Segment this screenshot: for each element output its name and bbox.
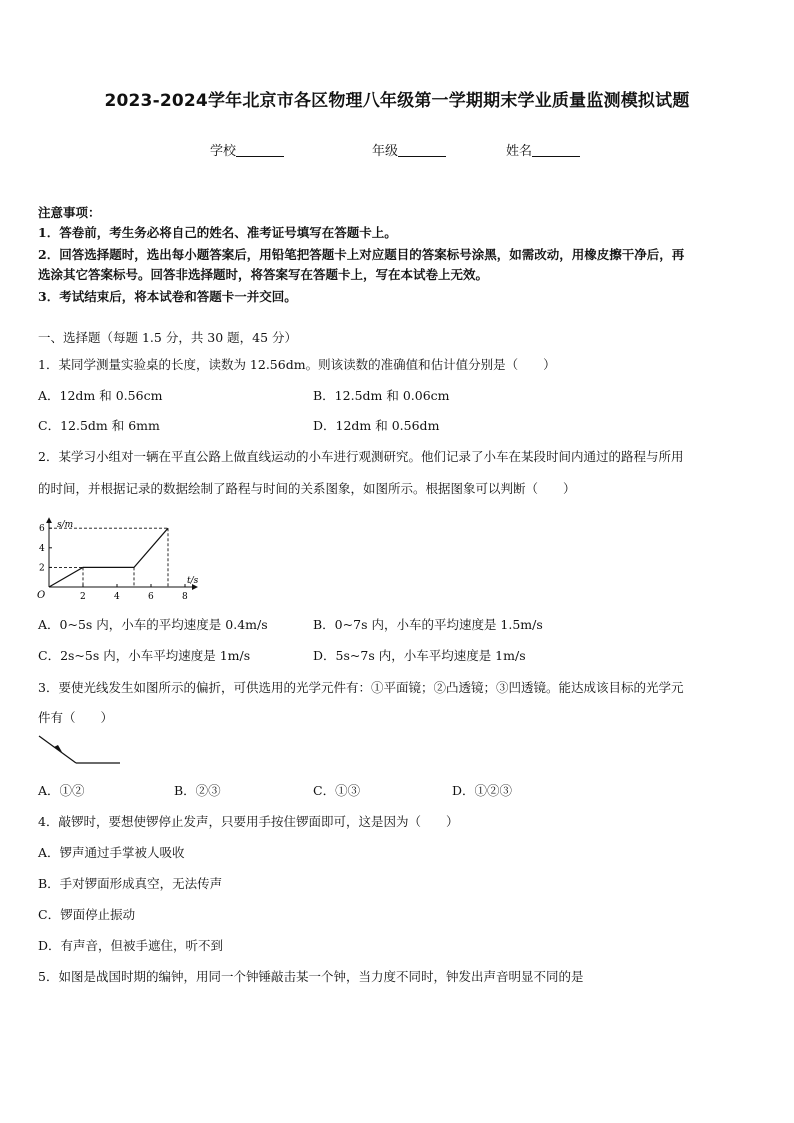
q4-option-c[interactable]: C．锣面停止振动 — [38, 907, 136, 922]
school-field — [210, 140, 284, 159]
question-1-stem: 1．某同学测量实验桌的长度，读数为 12.56dm。则该读数的准确值和估计值分别是（ ） — [38, 357, 556, 372]
q1-option-a[interactable]: A．12dm 和 0.56cm — [38, 388, 163, 403]
grade-blank[interactable] — [398, 142, 446, 157]
name-field — [506, 140, 580, 159]
page-title: 2023-2024学年北京市各区物理八年级第一学期期末学业质量监测模拟试题 — [104, 91, 690, 111]
series-line — [49, 528, 168, 587]
grade-label: 年级 — [372, 144, 399, 159]
notice-item: 2．回答选择题时，选出每小题答案后，用铅笔把答题卡上对应题目的答案标号涂黑，如需改动，用橡皮擦干净后，再 — [38, 247, 685, 262]
name-label: 姓名 — [506, 144, 533, 159]
q3-option-d[interactable]: D．①②③ — [452, 783, 513, 798]
question-2-stem: 2．某学习小组对一辆在平直公路上做直线运动的小车进行观测研究。他们记录了小车在某段时间内通过的路程与所用 — [38, 449, 684, 464]
y-axis-label: s/m — [57, 520, 74, 531]
q3-option-c[interactable]: C．①③ — [313, 783, 361, 798]
notice-item: 1．答卷前，考生务必将自己的姓名、准考证号填写在答题卡上。 — [38, 225, 397, 240]
notice-item: 3．考试结束后，将本试卷和答题卡一并交回。 — [38, 289, 297, 304]
distance-time-chart — [32, 507, 212, 602]
y-tick-label: 4 — [39, 543, 45, 554]
q4-option-a[interactable]: A．锣声通过手掌被人吸收 — [38, 845, 185, 860]
notice-heading: 注意事项： — [38, 205, 101, 220]
q3-option-a[interactable]: A．①② — [38, 783, 85, 798]
q4-option-d[interactable]: D．有声音，但被手遮住，听不到 — [38, 938, 224, 953]
question-2-stem: 的时间，并根据记录的数据绘制了路程与时间的关系图象，如图所示。根据图象可以判断（ ） — [38, 481, 576, 496]
question-3-stem: 件有（ ） — [38, 710, 114, 725]
x-tick-label: 8 — [182, 592, 188, 602]
school-label: 学校 — [210, 144, 237, 159]
x-tick-label: 6 — [148, 592, 154, 602]
q2-option-c[interactable]: C．2s~5s 内，小车平均速度是 1m/s — [38, 648, 251, 663]
x-axis-label: t/s — [187, 576, 199, 586]
question-3-stem: 3．要使光线发生如图所示的偏折，可供选用的光学元件有：①平面镜；②凸透镜；③凹透镜。能达成该目标的光学元 — [38, 680, 684, 695]
name-blank[interactable] — [532, 142, 580, 157]
y-tick-label: 6 — [39, 524, 45, 535]
q1-option-d[interactable]: D．12dm 和 0.56dm — [313, 418, 440, 433]
origin-label: O — [37, 590, 46, 601]
notice-item: 选涂其它答案标号。回答非选择题时，将答案写在答题卡上，写在本试卷上无效。 — [38, 267, 489, 282]
q2-option-d[interactable]: D．5s~7s 内，小车平均速度是 1m/s — [313, 648, 526, 663]
grade-field — [372, 140, 446, 159]
q3-option-b[interactable]: B．②③ — [174, 783, 221, 798]
question-5-stem: 5．如图是战国时期的编钟，用同一个钟锤敲击某一个钟，当力度不同时，钟发出声音明显不同的是 — [38, 969, 584, 984]
y-tick-label: 2 — [39, 563, 45, 574]
q4-option-b[interactable]: B．手对锣面形成真空，无法传声 — [38, 876, 223, 891]
x-tick-label: 2 — [80, 592, 86, 602]
x-tick-label: 4 — [114, 592, 120, 602]
q1-option-c[interactable]: C．12.5dm 和 6mm — [38, 418, 160, 433]
q2-option-b[interactable]: B．0~7s 内，小车的平均速度是 1.5m/s — [313, 617, 543, 632]
light-deflection-diagram — [36, 732, 126, 768]
q1-option-b[interactable]: B．12.5dm 和 0.06cm — [313, 388, 450, 403]
question-4-stem: 4．敲锣时，要想使锣停止发声，只要用手按住锣面即可，这是因为（ ） — [38, 814, 459, 829]
section-heading: 一、选择题（每题 1.5 分，共 30 题，45 分） — [38, 330, 298, 345]
school-blank[interactable] — [236, 142, 284, 157]
incident-ray — [39, 736, 76, 763]
q2-option-a[interactable]: A．0~5s 内，小车的平均速度是 0.4m/s — [38, 617, 268, 632]
